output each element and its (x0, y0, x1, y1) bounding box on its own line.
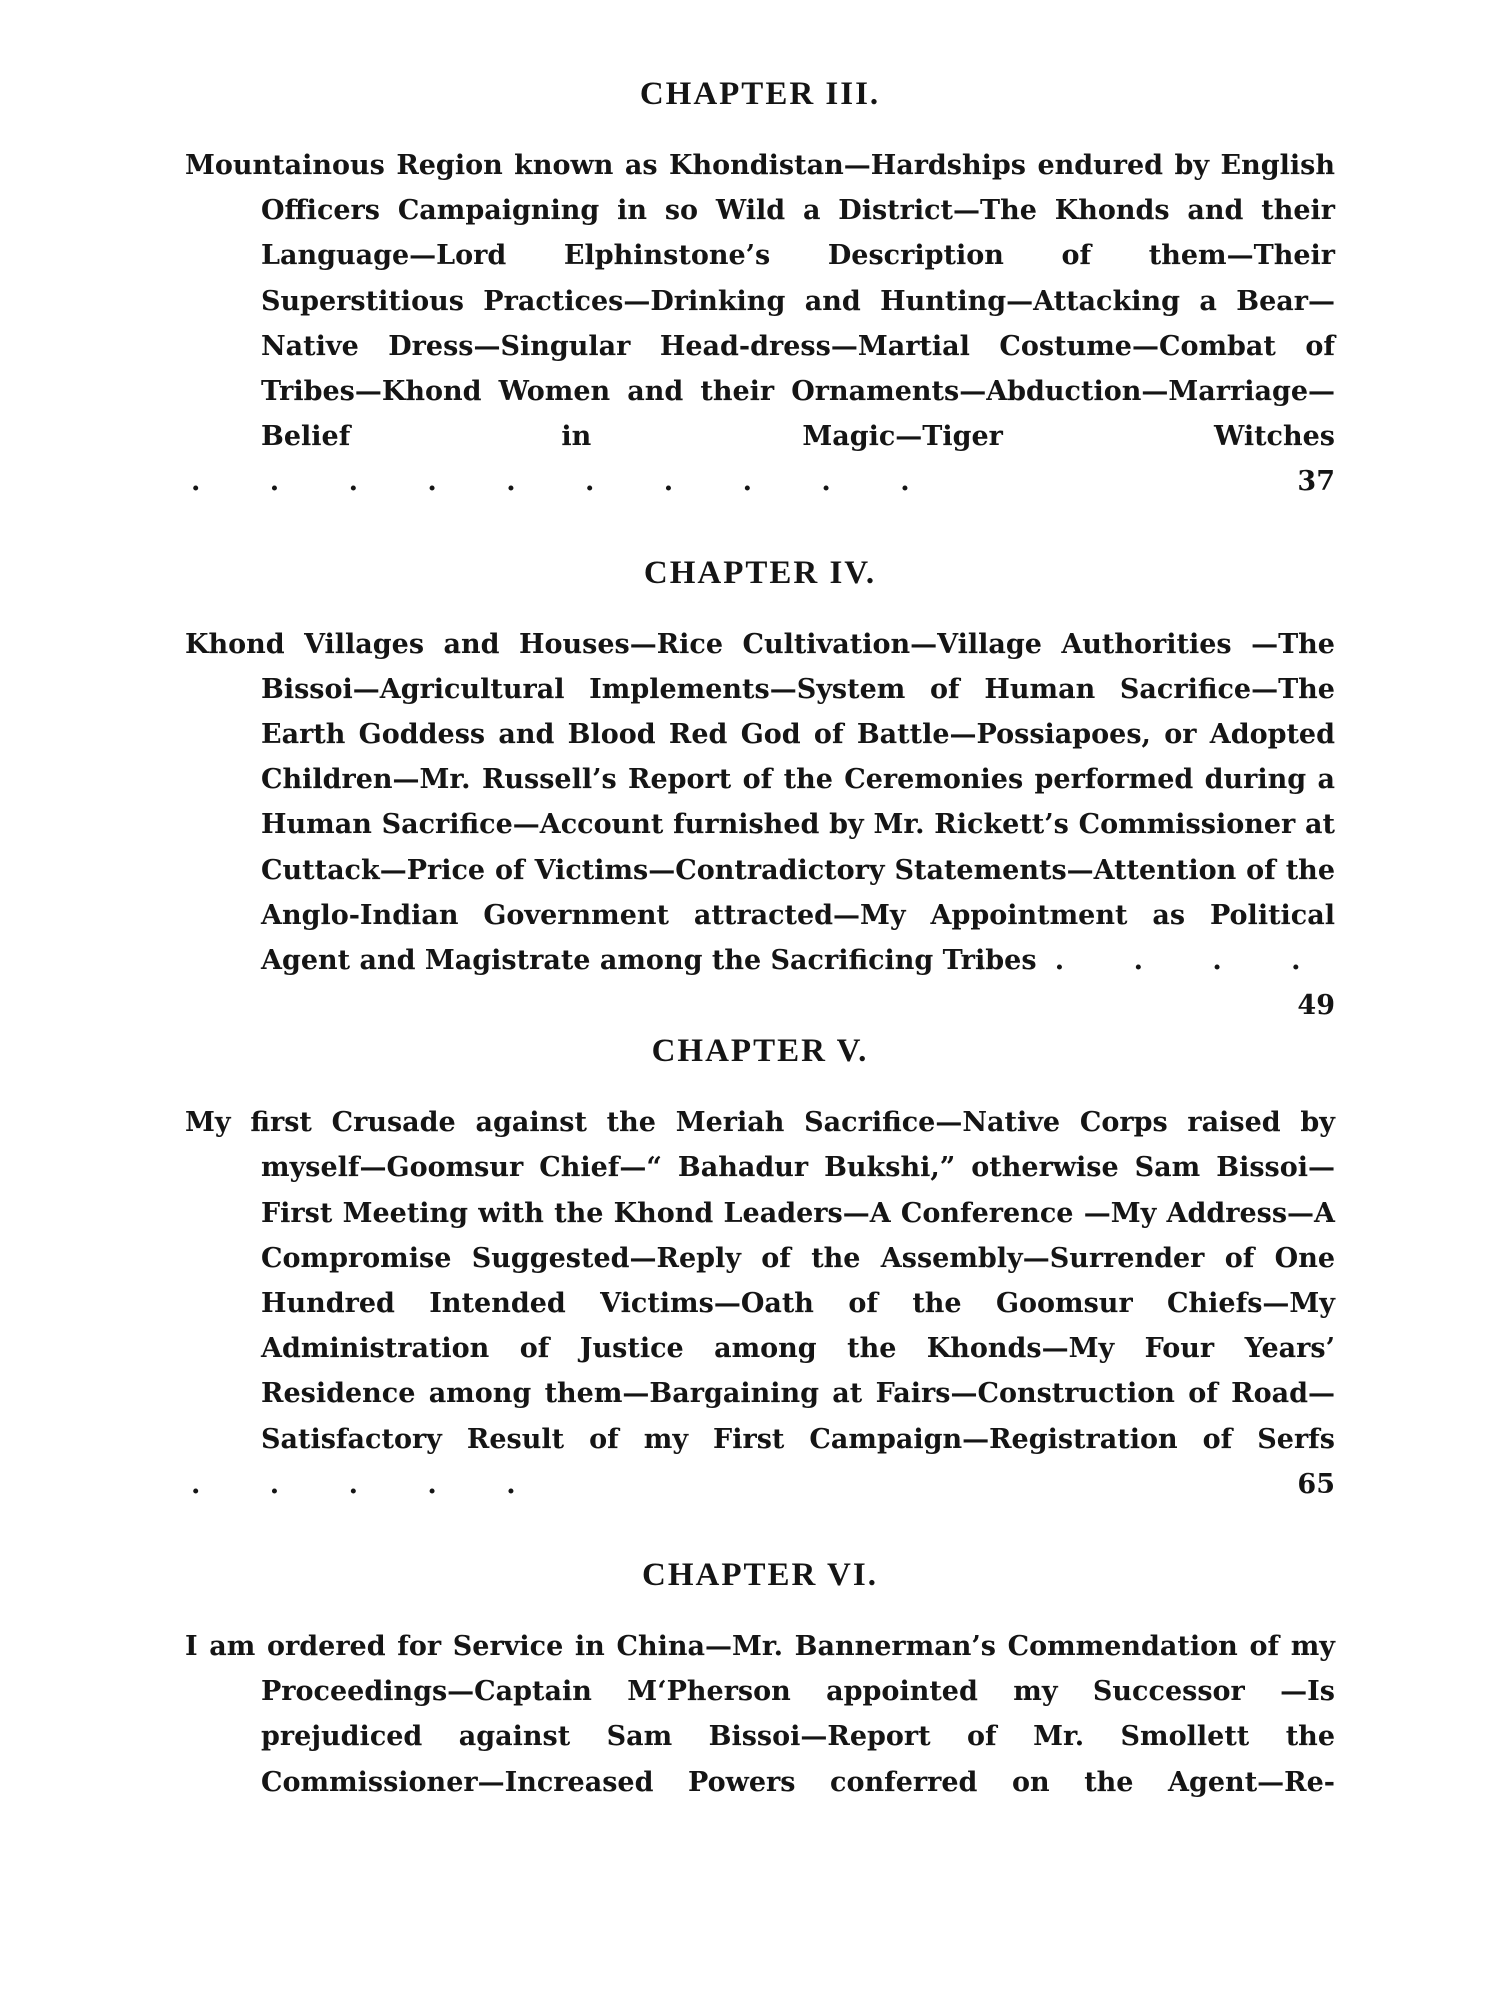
chapter-summary (185, 622, 1335, 1022)
dot-leader: . . . . . (191, 1468, 546, 1500)
page-number: 49 (1297, 990, 1335, 1022)
chapter-heading: CHAPTER VI. (642, 1557, 878, 1594)
chapter-heading: CHAPTER V. (651, 1033, 869, 1070)
chapter-summary (185, 1100, 1335, 1507)
chapter-heading: CHAPTER IV. (643, 554, 877, 591)
chapter-summary (185, 1624, 1335, 1805)
chapter-summary-text: Khond Villages and Houses—Rice Cultivation—Village Authorities —The Bissoi—Agricultural Implements—System of Human Sacrifice—The Earth Goddess and Blood Red God of Battle—Possiapoes, or Adopted Children—Mr. Russell’s Report of the Ceremonies performed during a Human Sacrifice—Account furnished by Mr. Rickett’s Commissioner at Cuttack—Price of Victims—Contradictory Statements—Attention of the Anglo-Indian Government attracted—My Appointment as Political Agent and Magistrate among the Sacrificing Tribes (185, 628, 1335, 977)
chapter-summary-text: I am ordered for Service in China—Mr. Bannerman’s Commendation of my Proceedings—Captain M‘Pherson appointed my Successor —Is prejudiced against Sam Bissoi—Report of Mr. Smollett the Commissioner—Increased Powers conferred on the Agent—Re- (185, 1631, 1335, 1798)
page-number: 65 (1297, 1468, 1335, 1500)
page-number: 37 (1297, 466, 1335, 498)
dot-leader: . . . . . (975, 945, 1331, 977)
chapter-summary-text: My first Crusade against the Meriah Sacrifice—Native Corps raised by myself—Goomsur Chief—“ Bahadur Bukshi,” otherwise Sam Bissoi—First Meeting with the Khond Leaders—A Conference —My Address—A Compromise Suggested—Reply of the Assembly—Surrender of One Hundred Intended Victims—Oath of the Goomsur Chiefs—My Administration of Justice among the Khonds—My Four Years’ Residence among them—Bargaining at Fairs—Construction of Road—Satisfactory Result of my First Campaign—Registration of Serfs (185, 1107, 1335, 1455)
chapter-summary (185, 143, 1335, 505)
table-of-contents-page (185, 72, 1335, 1805)
chapter-summary-text: Mountainous Region known as Khondistan—Hardships endured by English Officers Campaigning in so Wild a District—The Khonds and their Language—Lord Elphinstone’s Description of them—Their Superstitious Practices—Drinking and Hunting—Attacking a Bear—Native Dress—Singular Head-dress—Martial Costume—Combat of Tribes—Khond Women and their Ornaments—Abduction—Marriage—Belief in Magic—Tiger Witches (185, 150, 1335, 453)
chapter-iii-entry (185, 72, 1335, 505)
chapter-v-entry (185, 1029, 1335, 1507)
chapter-vi-entry (185, 1553, 1335, 1805)
chapter-heading: CHAPTER III. (639, 76, 881, 112)
chapter-iv-entry (185, 551, 1335, 1022)
dot-leader: . . . . . . . . . . (191, 466, 940, 498)
